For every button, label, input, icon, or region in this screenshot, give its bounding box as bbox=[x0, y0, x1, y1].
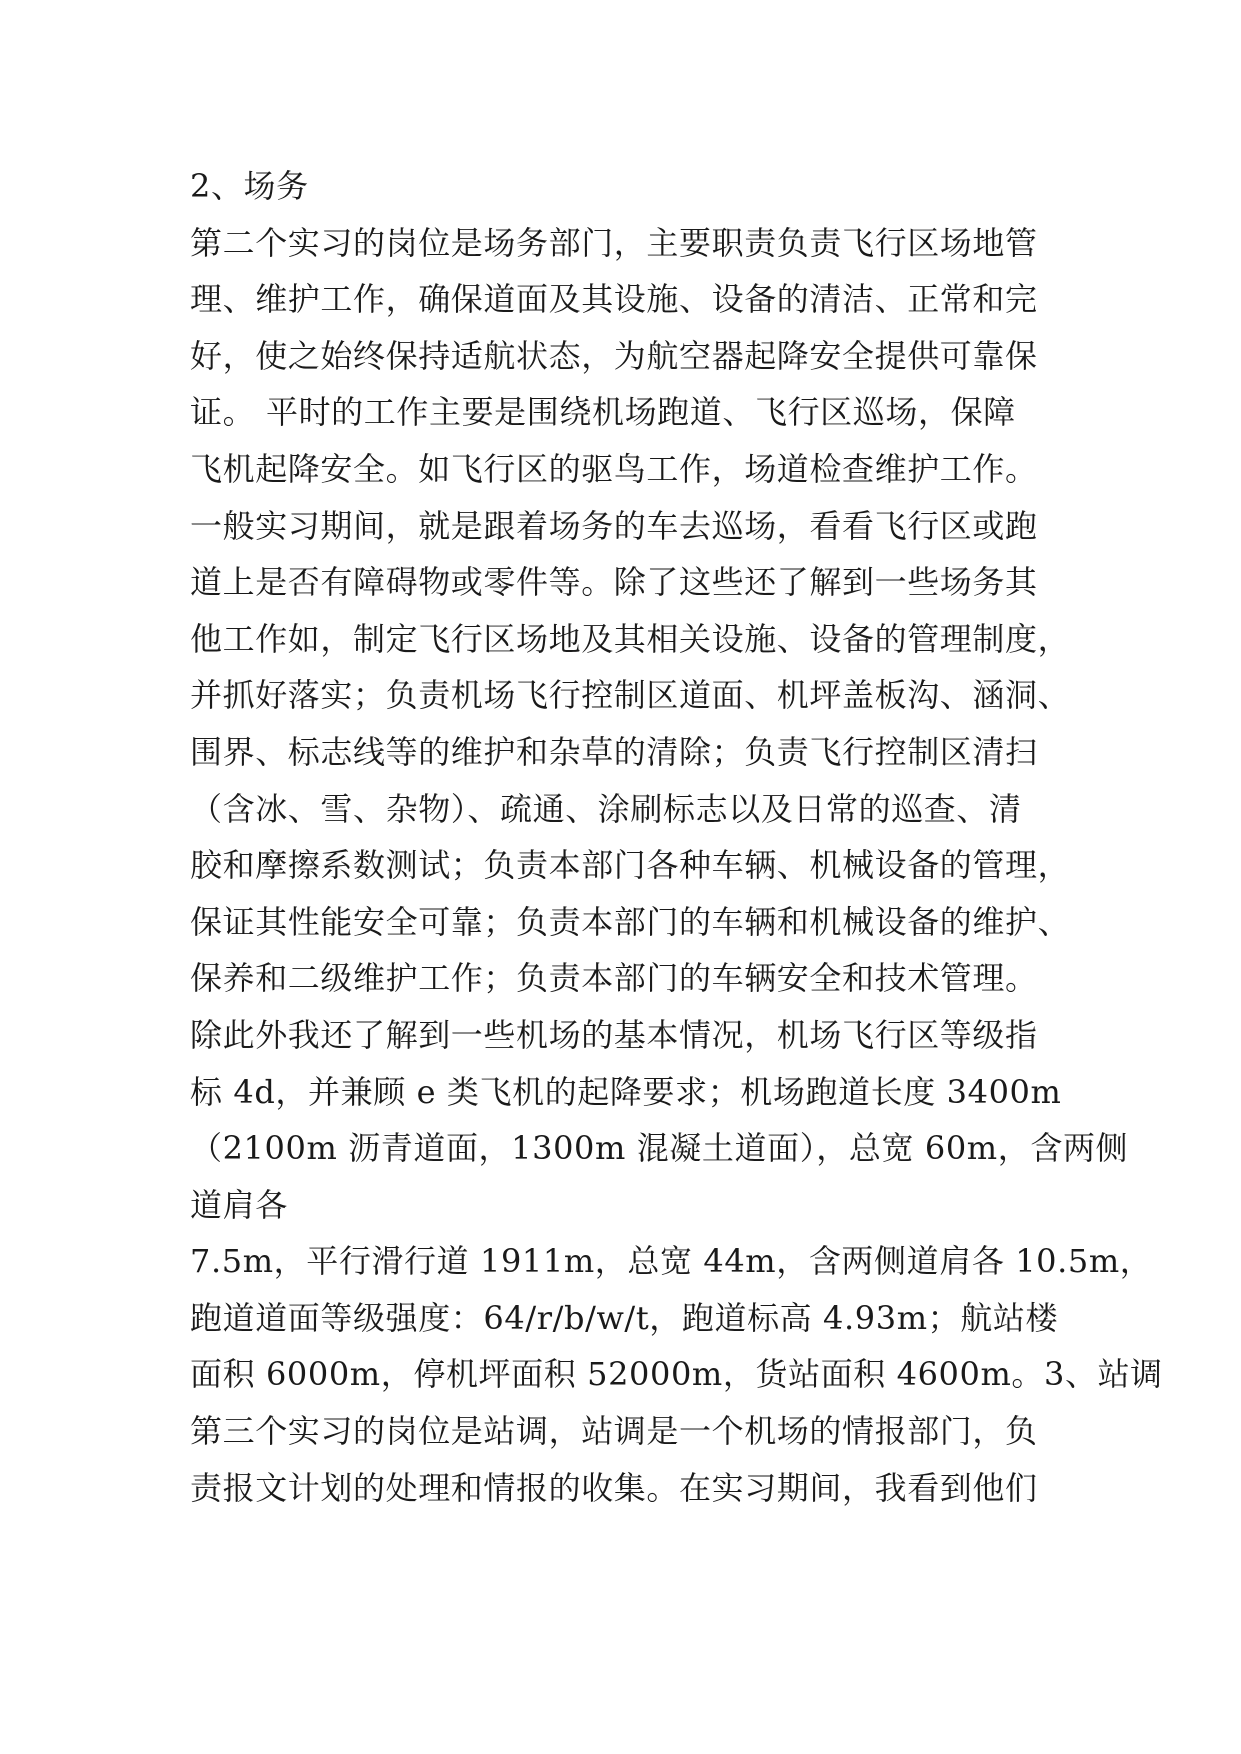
text-line: 保养和二级维护工作；负责本部门的车辆安全和技术管理。 bbox=[190, 959, 1038, 998]
text-line: 道肩各 bbox=[190, 1185, 288, 1224]
text-line: 2、场务 bbox=[190, 167, 309, 205]
text-line: 他工作如，制定飞行区场地及其相关设施、设备的管理制度， bbox=[190, 619, 1071, 658]
text-line: 面积 6000m，停机坪面积 52000m，货站面积 4600m。3、站调 bbox=[190, 1355, 1163, 1394]
text-line: 道上是否有障碍物或零件等。除了这些还了解到一些场务其 bbox=[190, 563, 1038, 602]
text-line: 跑道道面等级强度：64/r/b/w/t，跑道标高 4.93m；航站楼 bbox=[190, 1298, 1059, 1337]
text-line: 证。 平时的工作主要是围绕机场跑道、飞行区巡场，保障 bbox=[190, 393, 1016, 432]
text-line: 围界、标志线等的维护和杂草的清除；负责飞行控制区清扫 bbox=[190, 732, 1038, 771]
text-line: 飞机起降安全。如飞行区的驱鸟工作，场道检查维护工作。 bbox=[190, 449, 1038, 488]
text-line: （含冰、雪、杂物）、疏通、涂刷标志以及日常的巡查、清 bbox=[190, 789, 1022, 828]
text-line: 并抓好落实；负责机场飞行控制区道面、机坪盖板沟、涵洞、 bbox=[190, 676, 1071, 715]
text-line: 7.5m，平行滑行道 1911m，总宽 44m，含两侧道肩各 10.5m， bbox=[190, 1242, 1153, 1281]
text-line: 好，使之始终保持适航状态，为航空器起降安全提供可靠保 bbox=[190, 336, 1038, 375]
text-line: 第三个实习的岗位是站调，站调是一个机场的情报部门，负 bbox=[190, 1412, 1038, 1451]
text-line: 保证其性能安全可靠；负责本部门的车辆和机械设备的维护、 bbox=[190, 902, 1071, 941]
text-line: 责报文计划的处理和情报的收集。在实习期间，我看到他们 bbox=[190, 1468, 1038, 1507]
text-line: 第二个实习的岗位是场务部门，主要职责负责飞行区场地管 bbox=[190, 223, 1038, 262]
text-line: （2100m 沥青道面，1300m 混凝土道面），总宽 60m，含两侧 bbox=[190, 1129, 1129, 1168]
text-line: 标 4d，并兼顾 e 类飞机的起降要求；机场跑道长度 3400m bbox=[190, 1072, 1062, 1111]
text-line: 胶和摩擦系数测试；负责本部门各种车辆、机械设备的管理， bbox=[190, 846, 1071, 885]
text-line: 一般实习期间，就是跟着场务的车去巡场，看看飞行区或跑 bbox=[190, 506, 1038, 545]
text-line: 理、维护工作，确保道面及其设施、设备的清洁、正常和完 bbox=[190, 280, 1038, 319]
text-line: 除此外我还了解到一些机场的基本情况，机场飞行区等级指 bbox=[190, 1015, 1038, 1054]
document-body bbox=[190, 158, 1163, 1516]
